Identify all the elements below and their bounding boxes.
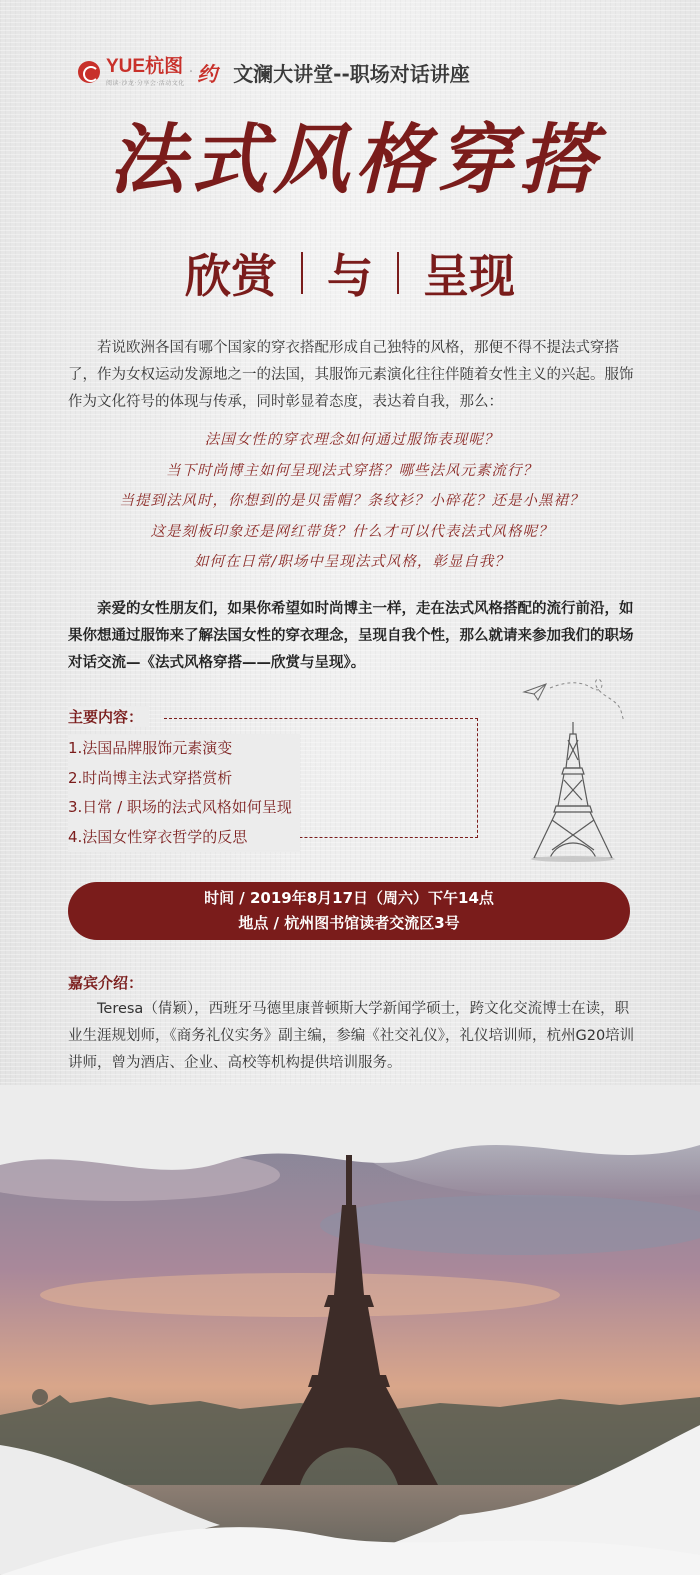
series-title: 文澜大讲堂--职场对话讲座 — [233, 61, 470, 86]
logo — [106, 57, 185, 87]
contents-item: 4.法国女性穿衣哲学的反思 — [68, 823, 300, 853]
guest-bio: Teresa（倩颖），西班牙马德里康普顿斯大学新闻学硕士，跨文化交流博士在读，职业生涯规划师，《商务礼仪实务》副主编，参编《社交礼仪》，礼仪培训师，杭州G20培训讲师，曾为酒店、企业、高校等机构提供培训服务。 — [68, 1001, 635, 1071]
question-item: 当提到法风时，你想到的是贝雷帽？条纹衫？小碎花？还是小黑裙？ — [119, 493, 585, 509]
contents-item: 2.时尚博主法式穿搭赏析 — [68, 764, 300, 794]
header — [78, 55, 638, 89]
contents-heading: 主要内容： — [68, 706, 149, 727]
question-item: 法国女性的穿衣理念如何通过服饰表现呢？ — [204, 432, 500, 448]
invitation-paragraph: 亲爱的女性朋友们，如果你希望如时尚博主一样，走在法式风格搭配的流行前沿，如果你想通过服饰来了解法国女性的穿衣理念，呈现自我个性，那么就请来参加我们的职场对话交流—《法式风格穿搭——欣赏与呈现》。 — [68, 601, 634, 671]
subtitle-part-2: 与 — [327, 249, 373, 303]
main-contents-section — [68, 706, 478, 846]
contents-list — [68, 734, 300, 852]
contents-item: 1.法国品牌服饰元素演变 — [68, 734, 300, 764]
question-item: 如何在日常/职场中呈现法式风格，彰显自我？ — [194, 554, 510, 570]
question-list — [68, 425, 636, 578]
question-item: 这是刻板印象还是网红带货？什么才可以代表法式风格呢？ — [150, 523, 554, 540]
yue-logo-icon — [78, 61, 100, 83]
event-time: 时间 / 2019年8月17日（周六）下午14点 — [204, 889, 494, 907]
subtitle-part-1: 欣赏 — [185, 249, 277, 303]
logo-text: YUE杭图 — [106, 56, 184, 77]
logo-yue-mark: 约 — [197, 61, 218, 86]
logo-separator-dot: · — [188, 64, 194, 80]
question-item: 当下时尚博主如何呈现法式穿搭？哪些法风元素流行？ — [166, 462, 538, 479]
guest-heading: 嘉宾介绍： — [68, 974, 144, 992]
contents-item: 3.日常 / 职场的法式风格如何呈现 — [68, 793, 300, 823]
subtitle — [130, 238, 570, 308]
eiffel-tower-icon — [528, 720, 618, 862]
subtitle-divider — [397, 252, 399, 294]
subtitle-divider — [301, 252, 303, 294]
event-place: 地点 / 杭州图书馆读者交流区3号 — [238, 914, 460, 932]
paris-skyline-illustration — [0, 1085, 700, 1575]
main-title: 法式风格穿搭 — [109, 115, 601, 204]
logo-tagline: 阅读·沙龙·分享会·活动文化 — [106, 80, 185, 87]
intro-paragraph: 若说欧洲各国有哪个国家的穿衣搭配形成自己独特的风格，那便不得不提法式穿搭了，作为女权运动发源地之一的法国，其服饰元素演化往往伴随着女性主义的兴起。服饰作为文化符号的体现与传承，同时彰显着态度，表达着自我，那么： — [68, 340, 634, 410]
subtitle-part-3: 呈现 — [423, 249, 515, 303]
event-info-banner — [68, 882, 630, 940]
